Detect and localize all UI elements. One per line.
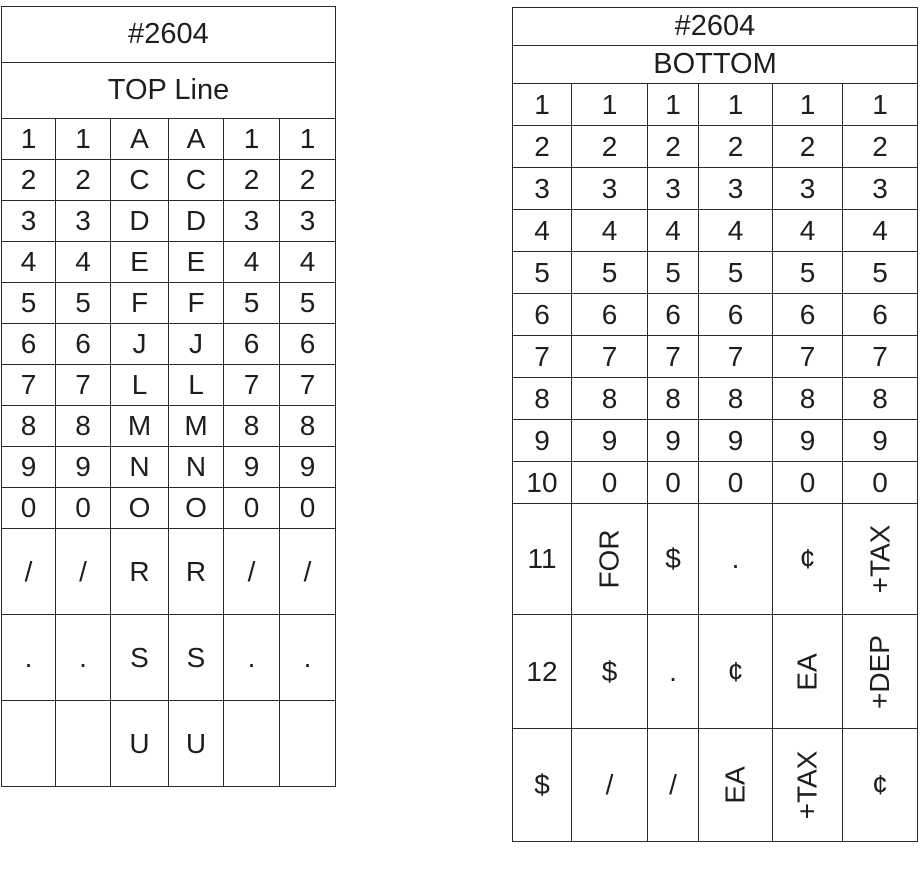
table-cell [843,615,918,729]
table-cell: 6 [2,324,56,365]
table-cell: 7 [224,365,280,406]
table-cell: 4 [699,210,773,252]
table-cell: 1 [773,84,843,126]
table-cell: . [648,615,699,729]
table-cell: U [111,701,169,787]
table-row [2,406,336,447]
table-cell: 6 [572,294,648,336]
table-cell: 6 [56,324,111,365]
table-cell: 5 [699,252,773,294]
table-cell: 7 [280,365,336,406]
table-cell: / [572,729,648,842]
table-cell: 0 [648,462,699,504]
table-cell: 2 [56,160,111,201]
table-cell: O [169,488,224,529]
table-row [513,168,918,210]
table-cell: 8 [843,378,918,420]
table-cell: / [224,529,280,615]
table-row [2,701,336,787]
table-row [513,126,918,168]
table-row [2,160,336,201]
table-cell [572,504,648,615]
table-cell: L [111,365,169,406]
table-cell: A [169,119,224,160]
rotated-label: EA [719,766,751,804]
table-cell: . [56,615,111,701]
table-cell: 9 [843,420,918,462]
table-cell: 9 [648,420,699,462]
table-cell: . [224,615,280,701]
table-cell: 1 [699,84,773,126]
table-row [2,324,336,365]
table-row [513,462,918,504]
rotated-label: +TAX [863,524,895,594]
table-cell: 2 [224,160,280,201]
table-cell: 5 [648,252,699,294]
table-cell: $ [648,504,699,615]
rotated-label: +DEP [864,634,895,709]
table-cell: 5 [513,252,572,294]
table-cell: R [111,529,169,615]
table-cell: J [111,324,169,365]
table-cell: 3 [773,168,843,210]
table-row [2,242,336,283]
table-cell: 9 [56,447,111,488]
table-cell: 1 [572,84,648,126]
table-cell: $ [513,729,572,842]
table-cell [2,701,56,787]
table-cell: 8 [699,378,773,420]
table-row [2,447,336,488]
table-cell: 7 [2,365,56,406]
table-cell: S [169,615,224,701]
table-cell: 5 [2,283,56,324]
table-cell: M [111,406,169,447]
table-cell [56,701,111,787]
table-cell: 4 [224,242,280,283]
table-cell: 6 [773,294,843,336]
table-row [513,729,918,842]
table-cell: N [169,447,224,488]
top-table-line-header: TOP Line [2,63,336,119]
table-cell: 4 [843,210,918,252]
table-cell: 7 [56,365,111,406]
table-cell: 2 [843,126,918,168]
table-cell: 4 [572,210,648,252]
table-cell: 2 [773,126,843,168]
table-cell: C [169,160,224,201]
table-cell: $ [572,615,648,729]
bottom-table-id-header: #2604 [513,8,918,46]
rotated-label: +TAX [791,750,823,820]
table-cell: 2 [699,126,773,168]
table-cell: M [169,406,224,447]
bottom-line-table [512,7,918,842]
table-cell: 7 [513,336,572,378]
table-cell: / [648,729,699,842]
table-cell: 0 [843,462,918,504]
table-cell: F [111,283,169,324]
table-cell: ¢ [773,504,843,615]
table-cell: 3 [648,168,699,210]
table-cell: 3 [2,201,56,242]
table-row [2,615,336,701]
table-row [2,529,336,615]
table-cell: / [2,529,56,615]
table-cell: 8 [2,406,56,447]
table-row [513,252,918,294]
table-cell: O [111,488,169,529]
table-cell: 7 [648,336,699,378]
table-cell: 0 [224,488,280,529]
table-cell: 2 [2,160,56,201]
table-cell: C [111,160,169,201]
table-cell: 2 [280,160,336,201]
top-table-id-header: #2604 [2,7,336,63]
table-cell: 5 [280,283,336,324]
table-cell: 5 [773,252,843,294]
table-cell: 0 [773,462,843,504]
table-cell: 5 [224,283,280,324]
table-cell: 7 [572,336,648,378]
table-row [513,210,918,252]
table-cell: 9 [773,420,843,462]
table-cell: 6 [513,294,572,336]
table-cell: R [169,529,224,615]
table-cell: 5 [572,252,648,294]
table-cell: L [169,365,224,406]
table-cell: U [169,701,224,787]
table-cell: D [111,201,169,242]
table-row [513,378,918,420]
table-cell: 8 [224,406,280,447]
rotated-label: FOR [593,529,625,589]
table-row [2,365,336,406]
table-row [513,84,918,126]
table-cell: 8 [513,378,572,420]
table-cell: 3 [224,201,280,242]
table-cell: J [169,324,224,365]
table-cell [280,701,336,787]
table-cell: 0 [699,462,773,504]
table-cell: / [280,529,336,615]
table-cell: 9 [572,420,648,462]
table-cell [843,504,918,615]
table-cell: 4 [56,242,111,283]
table-cell: 9 [513,420,572,462]
table-cell: 4 [513,210,572,252]
table-cell: . [280,615,336,701]
table-row [513,294,918,336]
table-row [513,615,918,729]
table-cell: E [169,242,224,283]
table-cell: 4 [648,210,699,252]
table-cell: 2 [513,126,572,168]
table-cell: S [111,615,169,701]
table-row [2,201,336,242]
top-line-table [1,6,336,787]
table-cell: 2 [572,126,648,168]
table-cell: 8 [773,378,843,420]
table-cell: 9 [2,447,56,488]
table-cell: . [699,504,773,615]
table-cell: 3 [56,201,111,242]
table-cell: 1 [843,84,918,126]
table-row [2,488,336,529]
table-cell: 3 [843,168,918,210]
table-cell: 0 [56,488,111,529]
table-cell: 1 [224,119,280,160]
table-cell: 3 [572,168,648,210]
table-cell: 8 [572,378,648,420]
table-cell: 10 [513,462,572,504]
table-cell: ¢ [843,729,918,842]
table-cell [699,729,773,842]
table-cell: 1 [513,84,572,126]
table-cell: 8 [56,406,111,447]
table-cell: 3 [513,168,572,210]
table-cell: 7 [699,336,773,378]
table-cell: F [169,283,224,324]
table-row [2,119,336,160]
table-cell: N [111,447,169,488]
table-cell: 0 [572,462,648,504]
table-row [513,420,918,462]
table-cell: 6 [699,294,773,336]
table-cell [224,701,280,787]
table-cell: A [111,119,169,160]
table-cell: 7 [773,336,843,378]
table-cell: 4 [280,242,336,283]
table-cell: 1 [280,119,336,160]
table-cell: 1 [2,119,56,160]
table-row [513,504,918,615]
bottom-table-line-header: BOTTOM [513,46,918,84]
table-cell: 3 [280,201,336,242]
table-cell: 0 [280,488,336,529]
table-cell: 6 [843,294,918,336]
bottom-table-body [513,8,918,842]
table-cell: 8 [280,406,336,447]
table-cell: 3 [699,168,773,210]
table-cell: 1 [56,119,111,160]
table-cell: 11 [513,504,572,615]
table-cell: 5 [56,283,111,324]
table-cell: / [56,529,111,615]
table-cell: E [111,242,169,283]
table-cell: . [2,615,56,701]
table-cell: 4 [773,210,843,252]
table-cell: 8 [648,378,699,420]
table-cell [773,615,843,729]
table-cell: 4 [2,242,56,283]
table-cell: D [169,201,224,242]
table-cell: 6 [280,324,336,365]
table-cell: 7 [843,336,918,378]
table-cell: 9 [224,447,280,488]
table-cell: 12 [513,615,572,729]
rotated-label: EA [791,652,823,691]
table-row [513,336,918,378]
table-cell: 9 [280,447,336,488]
top-table-body [2,7,336,787]
table-cell: 6 [648,294,699,336]
table-cell: 9 [699,420,773,462]
table-cell: 5 [843,252,918,294]
table-cell: 6 [224,324,280,365]
table-cell: 2 [648,126,699,168]
table-cell: 0 [2,488,56,529]
table-row [2,283,336,324]
table-cell: ¢ [699,615,773,729]
table-cell [773,729,843,842]
table-cell: 1 [648,84,699,126]
